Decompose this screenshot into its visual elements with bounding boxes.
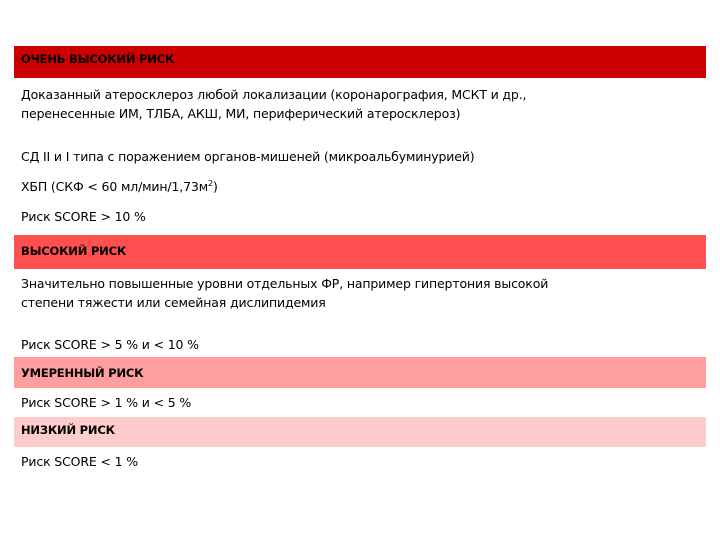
moderate-risk-title: УМЕРЕННЫЙ РИСК: [21, 366, 144, 380]
very-high-risk-item-atherosclerosis: [14, 78, 706, 140]
factors-text-line1: Значительно повышенные уровни отдельных ФР, например гипертония высокой: [21, 276, 549, 291]
ckd-text: ХБП (СКФ < 60 мл/мин/1,73м: [21, 179, 208, 194]
low-score-text: Риск SCORE < 1 %: [21, 454, 138, 469]
moderate-risk-header: [14, 357, 706, 388]
very-high-risk-header: [14, 46, 706, 78]
diabetes-text: СД II и I типа с поражением органов-мишеней (микроальбуминурией): [21, 149, 475, 164]
high-score-text: Риск SCORE > 5 % и < 10 %: [21, 337, 199, 352]
very-high-risk-item-diabetes: [14, 140, 706, 172]
high-risk-item-factors: [14, 269, 706, 331]
risk-table: [14, 46, 706, 473]
high-risk-title: ВЫСОКИЙ РИСК: [21, 244, 127, 258]
moderate-risk-item-score: [14, 388, 706, 417]
moderate-score-text: Риск SCORE > 1 % и < 5 %: [21, 395, 192, 410]
very-high-risk-item-score: [14, 204, 706, 235]
atherosclerosis-text-line2: перенесенные ИМ, ТЛБА, АКШ, МИ, периферический атеросклероз): [21, 106, 461, 121]
factors-text-line2: степени тяжести или семейная дислипидемия: [21, 295, 326, 310]
very-high-risk-item-ckd: [14, 172, 706, 204]
high-risk-header: [14, 235, 706, 269]
high-risk-item-score: [14, 331, 706, 357]
atherosclerosis-text-line1: Доказанный атеросклероз любой локализации (коронарография, МСКТ и др.,: [21, 87, 527, 102]
low-risk-header: [14, 417, 706, 447]
very-high-score-text: Риск SCORE > 10 %: [21, 209, 146, 224]
ckd-text-end: ): [212, 179, 218, 194]
low-risk-item-score: [14, 447, 706, 473]
low-risk-title: НИЗКИЙ РИСК: [21, 423, 115, 437]
ckd-superscript: 2: [207, 178, 213, 188]
very-high-risk-title: ОЧЕНЬ ВЫСОКИЙ РИСК: [21, 52, 175, 66]
